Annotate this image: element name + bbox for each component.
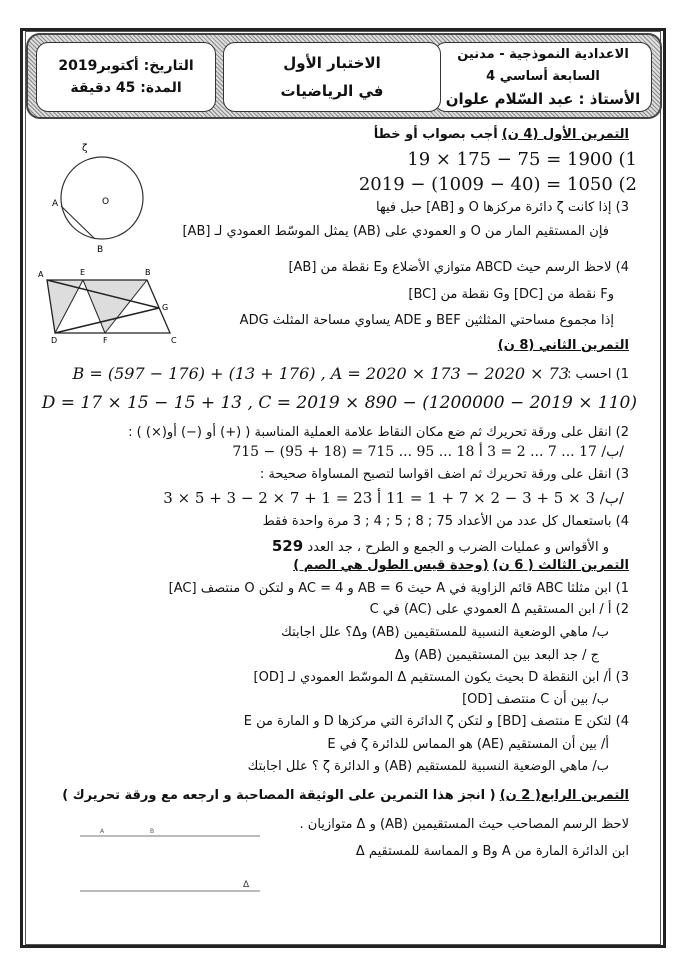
ex1-q3a: 3) إذا كانت ζ دائرة مركزها O و [AB] حبل فيها <box>376 200 629 215</box>
ex1-heading <box>374 127 629 142</box>
ex1-q2: 2019 − (1009 − 40) = 1050 (2 <box>358 174 637 195</box>
ex2-q2: 2) انقل على ورقة تحريرك ثم ضع مكان النقاط علامة العملية المناسبة ( (+) أو (−) أو(×) ) : <box>128 425 629 440</box>
label-d: D <box>51 336 58 345</box>
teacher-name: الأستاذ : عبد السّلام علوان <box>445 90 641 108</box>
circle-figure <box>40 140 160 255</box>
ex3-heading <box>293 558 629 573</box>
ex3-q1: 1) ابن مثلثا ABC قائم الزاوية في A حيث AB = 6 و AC = 4 و لتكن O منتصف [AC] <box>168 581 629 596</box>
label-zeta: ζ <box>82 143 88 154</box>
exam-duration: المدة: 45 دقيقة <box>70 80 182 96</box>
ex2-q4b: و الأقواس و عمليات الضرب و الجمع و الطرح ، جد العدد <box>307 540 609 555</box>
ex2-q4-number: 529 <box>271 537 304 555</box>
ex1-instruction: أجب بصواب أو خطأ <box>373 127 498 142</box>
label-delta: Δ <box>243 880 250 890</box>
ex2-q1-label: 1) احسب : <box>566 367 629 382</box>
ex2-q1-line2: D = 17 × 15 − 15 + 13 , C = 2019 × 890 − (1200000 − 2019 × 110) <box>41 393 637 413</box>
ex2-q2-items: 715 − (95 + 18) = 715 ... 95 ... 18 ب/ 17 ... 7 ... 2 = 3 أ/ <box>232 444 624 460</box>
ex3-q4b: ب/ ماهي الوضعية النسبية للمستقيم (AB) و الدائرة ζ ؟ علل اجابتك <box>247 759 609 774</box>
label-e: E <box>80 268 86 277</box>
label-f: F <box>103 336 108 345</box>
ex4-subtitle: ( انجز هذا التمرين على الوثيقة المصاحبة و ارجعه مع ورقة تحريرك ) <box>62 788 496 803</box>
ex3-q2c: ج / جد البعد بين المستقيمين (AB) وΔ <box>394 648 599 663</box>
label-b: B <box>150 828 155 835</box>
ex2-q3-items: 3 × 5 + 3 − 2 × 7 + 1 = 23 ب/ 3 × 5 + 3 − 2 × 7 + 1 = 11 أ/ <box>163 489 624 507</box>
label-a: A <box>38 270 44 279</box>
exam-subject: في الرياضيات <box>280 82 384 100</box>
ex3-q4: 4) لتكن E منتصف [BD] و لتكن ζ الدائرة التي مركزها D و المارة من E <box>243 714 629 729</box>
ex3-q2b: ب/ ماهي الوضعية النسبية للمستقيمين (AB) وΔ؟ علل اجابتك <box>281 625 609 640</box>
ex3-subtitle: (وحدة قيس الطول هي الصم ) <box>293 558 489 573</box>
school-info-box <box>434 42 652 112</box>
label-b: B <box>145 268 151 277</box>
ex1-title: التمرين الأول (4 ن) <box>501 127 629 142</box>
ex3-q3b: ب/ بين أن C منتصف [OD] <box>462 692 609 707</box>
label-a: A <box>100 828 105 835</box>
parallelogram-figure <box>35 265 185 345</box>
exam-header <box>26 33 662 119</box>
label-b: B <box>97 245 104 255</box>
ex3-title: التمرين الثالث ( 6 ن) <box>492 558 629 573</box>
ex2-q4a: 4) باستعمال كل عدد من الأعداد 75 ; 8 ; 5 ; 4 ; 3 مرة واحدة فقط <box>262 514 629 529</box>
ex2-q1-line1: B = (597 − 176) + (13 + 176) , A = 2020 × 173 − 2020 × 73 <box>72 364 569 383</box>
ex4-title: التمرين الرابع( 2 ن) <box>499 788 629 803</box>
label-a: A <box>52 199 59 209</box>
label-c: C <box>171 336 177 345</box>
ex2-q3: 3) انقل على ورقة تحريرك ثم اضف اقواسا لتصبح المساواة صحيحة : <box>259 467 629 482</box>
ex4-figure <box>80 825 270 900</box>
ex3-q4a: أ/ بين أن المستقيم (AE) هو المماس للدائرة ζ في E <box>327 737 609 752</box>
ex1-q4a: 4) لاحظ الرسم حيث ABCD متوازي الأضلاع وE نقطة من [AB] <box>288 260 629 275</box>
label-o: O <box>102 197 110 207</box>
exam-date: التاريخ: أكتوبر2019 <box>58 58 194 74</box>
ex1-q4c: إذا مجموع مساحتي المثلثين BEF و ADE يساوي مساحة المثلث ADG <box>239 313 614 328</box>
chord-ab <box>61 206 95 239</box>
ex4-line2: ابن الدائرة المارة من A وB و المماسة للمستقيم Δ <box>355 844 629 859</box>
ex4-line1: لاحظ الرسم المصاحب حيث المستقيمين (AB) و Δ متوازيان . <box>299 817 629 832</box>
ex1-q3b: فإن المستقيم المار من O و العمودي على (AB) يمثل الموسّط العمودي لـ [AB] <box>182 224 609 239</box>
ex3-q2a: 2) أ / ابن المستقيم Δ العمودي على (AC) في C <box>369 602 629 617</box>
date-box <box>36 42 216 112</box>
ex2-q4b-wrap <box>272 537 609 555</box>
ex1-q4b: وF نقطة من [DC] وG نقطة من [BC] <box>408 287 614 302</box>
ex1-q1: 19 × 175 − 75 = 1900 (1 <box>407 149 637 170</box>
school-name: الاعدادية النموذجية - مدنين <box>457 47 629 62</box>
exam-title: الاختبار الأول <box>283 54 381 72</box>
label-g: G <box>162 303 169 312</box>
ex2-title: التمرين الثاني (8 ن) <box>497 338 629 353</box>
class-name: السابعة أساسي 4 <box>486 69 600 84</box>
ex3-q3a: 3) أ/ ابن النقطة D بحيث يكون المستقيم Δ الموسّط العمودي لـ [OD] <box>253 670 629 685</box>
triangle-bef <box>83 280 147 333</box>
exam-title-box <box>223 42 441 112</box>
ex4-heading <box>62 788 629 803</box>
